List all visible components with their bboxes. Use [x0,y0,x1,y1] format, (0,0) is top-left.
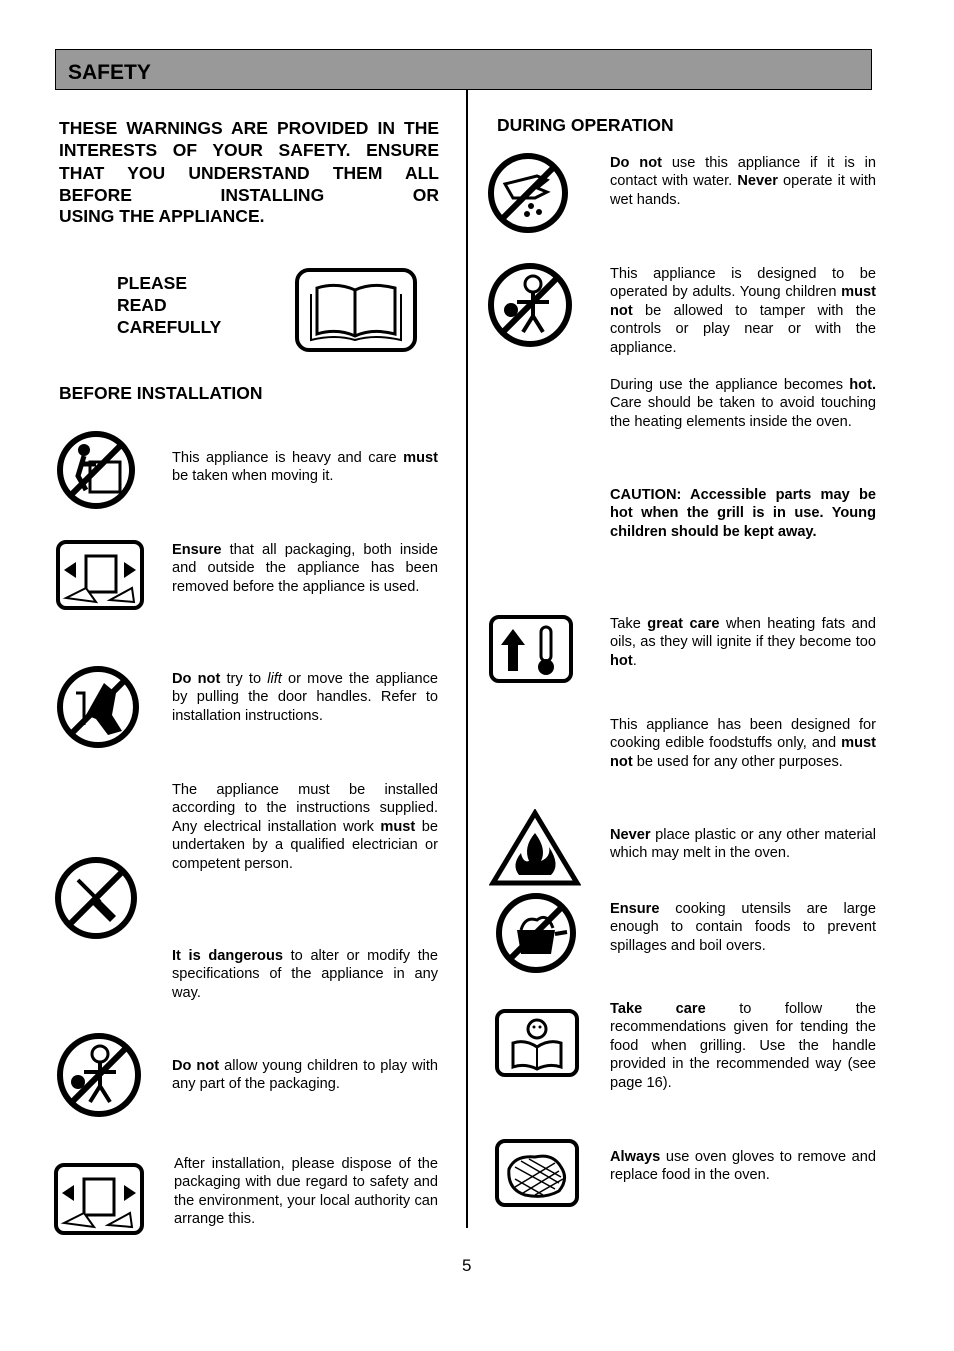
intro-warning: THESE WARNINGS ARE PROVIDED IN THE INTERESTS OF YOUR SAFETY. ENSURE THAT YOU UNDERSTAND THEM ALL BEFORE INSTALLING OR [59,118,439,205]
no-pulling-door-icon [56,665,140,749]
before-item-3: Do not try to lift or move the appliance by pulling the door handles. Refer to installation instructions. [172,671,438,724]
open-book-icon [295,268,417,352]
before-item-6: Do not allow young children to play with any part of the packaging. [172,1058,438,1093]
please-line: READ [117,295,167,315]
section-header-bar [55,49,872,90]
please-read-carefully [117,272,221,338]
during-caution: CAUTION: Accessible parts may be hot when the grill is in use. Young children should be kept away. [610,487,876,540]
remove-packaging-icon [56,540,144,610]
no-screwdriver-icon [54,856,138,940]
during-item-10: Always use oven gloves to remove and replace food in the oven. [610,1149,876,1184]
read-instructions-icon [495,1009,579,1077]
during-operation-title: DURING OPERATION [497,115,674,135]
high-temperature-icon [489,615,573,683]
during-item-1: Do not use this appliance if it is in contact with water. Never operate it with wet hands. [610,155,877,208]
during-item-8: Ensure cooking utensils are large enough to contain foods to prevent spillages and boil overs. [610,901,876,954]
no-children-icon [487,262,573,348]
page-number: 5 [462,1256,472,1275]
during-item-3: During use the appliance becomes hot. Care should be taken to avoid touching the heating elements inside the oven. [610,377,876,430]
during-item-7: Never place plastic or any other material which may melt in the oven. [610,827,876,862]
during-item-5: Take great care when heating fats and oils, as they will ignite if they become too hot. [610,616,876,669]
before-item-7: After installation, please dispose of the packaging with due regard to safety and the environment, your local authority can arrange this. [174,1156,438,1228]
before-item-5: It is dangerous to alter or modify the specifications of the appliance in any way. [172,948,438,1001]
no-wet-hands-icon [487,152,569,234]
please-line: PLEASE [117,273,188,293]
section-title: SAFETY [68,61,151,84]
before-item-1: This appliance is heavy and care must be taken when moving it. [172,450,438,485]
before-item-2: Ensure that all packaging, both inside and outside the appliance has been removed before the appliance is used. [172,542,438,595]
fire-warning-icon [489,809,581,887]
dispose-packaging-icon [54,1163,144,1235]
during-item-6: This appliance has been designed for cooking edible foodstuffs only, and must not be used for any other purposes. [610,717,876,770]
no-boil-over-icon [495,892,577,974]
heavy-lifting-prohibited-icon [56,430,138,510]
during-item-2: This appliance is designed to be operated by adults. Young children must not be allowed to tamper with the controls or play near or with the appliance. [610,266,876,356]
intro-warning-last-line: USING THE APPLIANCE. [59,206,265,226]
before-installation-title: BEFORE INSTALLATION [59,383,263,403]
column-divider [466,90,468,1228]
oven-glove-icon [495,1139,579,1207]
during-item-9: Take care to follow the recommendations given for tending the food when grilling. Use the handle provided in the recommended way (see page 16). [610,1001,876,1091]
no-children-play-icon [56,1032,142,1118]
before-item-4: The appliance must be installed according to the instructions supplied. Any electrical installation work must be undertaken by a qualified electrician or competent person. [172,782,438,872]
please-line: CAREFULLY [117,317,222,337]
